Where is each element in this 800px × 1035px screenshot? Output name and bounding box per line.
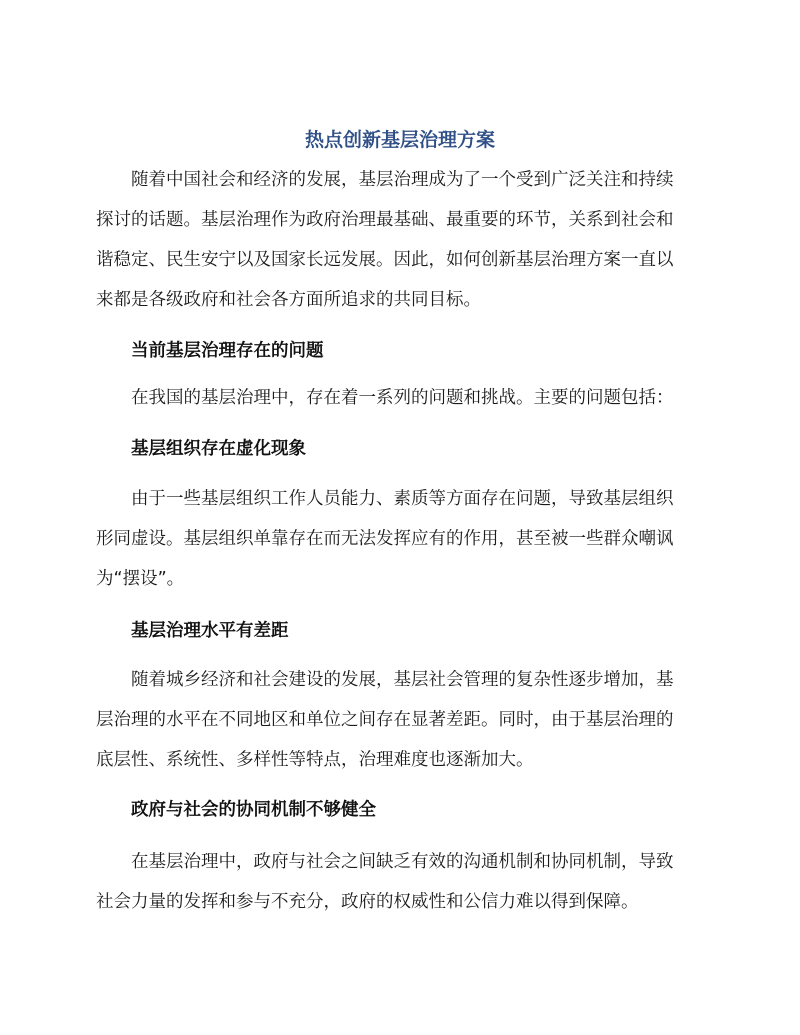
section-paragraph-governance-gap (96, 660, 710, 780)
paragraph-line: 探讨的话题。基层治理作为政府治理最基础、最重要的环节，关系到社会和 (96, 210, 674, 230)
paragraph-line: 社会力量的发挥和参与不充分，政府的权威性和公信力难以得到保障。 (96, 892, 639, 912)
section-paragraph-current-problems (96, 378, 710, 418)
paragraph-line: 随着城乡经济和社会建设的发展，基层社会管理的复杂性逐步增加，基 (131, 670, 674, 690)
paragraph-line: 层治理的水平在不同地区和单位之间存在显著差距。同时，由于基层治理的 (96, 710, 674, 730)
paragraph-line: 由于一些基层组织工作人员能力、素质等方面存在问题，导致基层组织 (131, 489, 674, 509)
paragraph-line: 为“摆设”。 (96, 569, 185, 589)
paragraph-line: 来都是各级政府和社会各方面所追求的共同目标。 (96, 290, 481, 310)
section-heading-coordination-mechanism: 政府与社会的协同机制不够健全 (131, 800, 376, 820)
section-paragraph-hollow-organizations (96, 479, 710, 599)
section-heading-current-problems: 当前基层治理存在的问题 (131, 341, 324, 361)
paragraph-line: 形同虚设。基层组织单靠存在而无法发挥应有的作用，甚至被一些群众嘲讽 (96, 529, 674, 549)
section-paragraph-coordination-mechanism (96, 842, 710, 922)
section-heading-hollow-organizations: 基层组织存在虚化现象 (131, 439, 306, 459)
paragraph-line: 随着中国社会和经济的发展，基层治理成为了一个受到广泛关注和持续 (131, 170, 674, 190)
paragraph-line: 在我国的基层治理中，存在着一系列的问题和挑战。主要的问题包括： (131, 388, 674, 408)
intro-paragraph (96, 160, 710, 320)
paragraph-line: 在基层治理中，政府与社会之间缺乏有效的沟通机制和协同机制，导致 (131, 852, 674, 872)
paragraph-line: 底层性、系统性、多样性等特点，治理难度也逐渐加大。 (96, 750, 534, 770)
section-heading-governance-gap: 基层治理水平有差距 (131, 621, 289, 641)
document-title: 热点创新基层治理方案 (304, 129, 495, 151)
paragraph-line: 谐稳定、民生安宁以及国家长远发展。因此，如何创新基层治理方案一直以 (96, 250, 674, 270)
